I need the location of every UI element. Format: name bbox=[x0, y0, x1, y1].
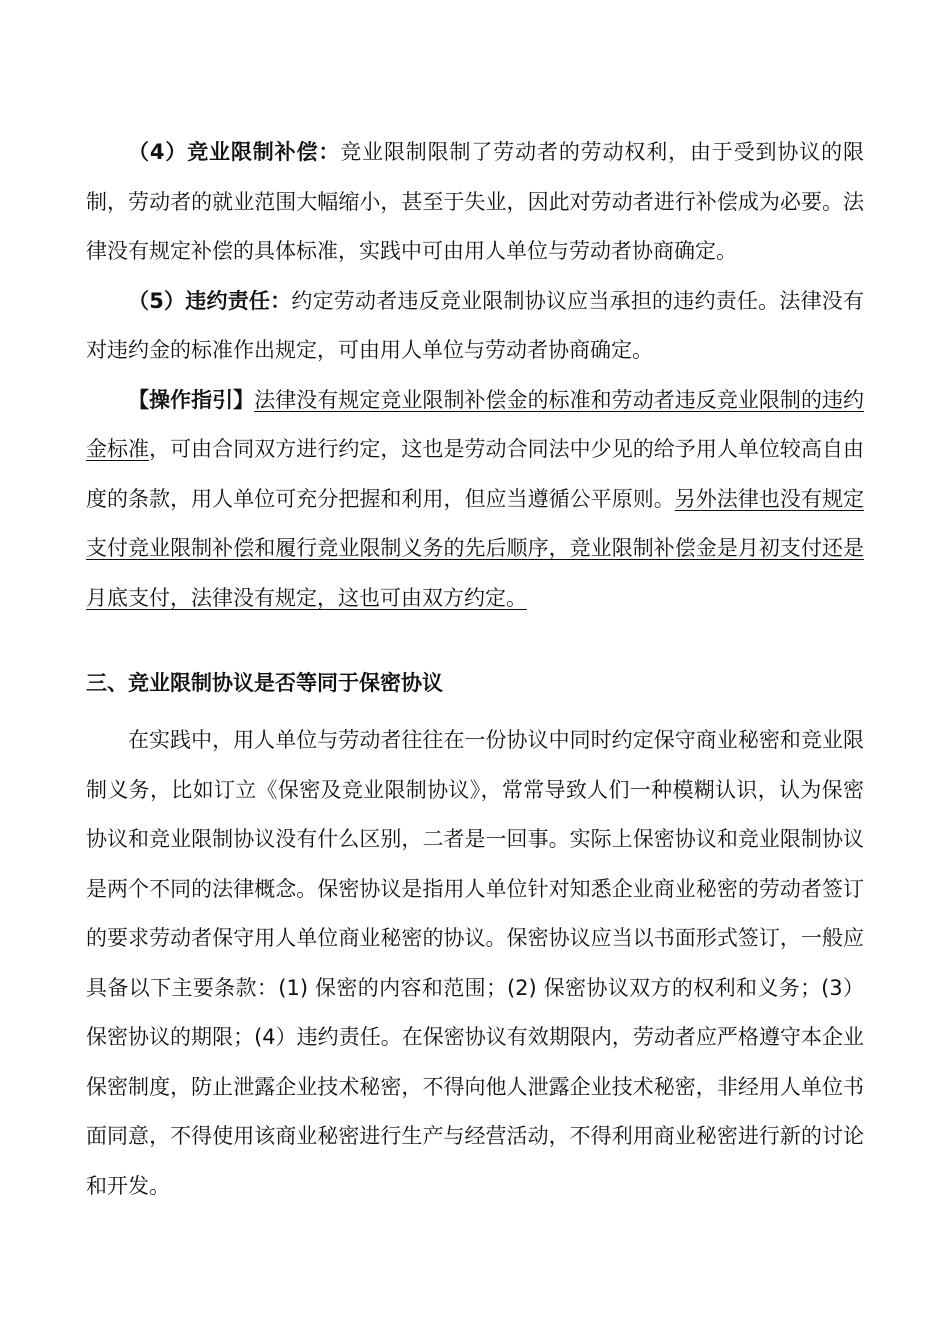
item-5-text: 约定劳动者违反竞业限制协议应当承担的违约责任。法律没有对违约金的标准作出规定，可由用人单位与劳动者协商确定。 bbox=[86, 288, 864, 362]
item-4-label: （4）竞业限制补偿： bbox=[128, 140, 341, 164]
document-page bbox=[86, 128, 864, 1211]
guide-underlined-text-1: 法律没有规定竞业限制补偿金的标准和劳动者违反竞业限制的违约金标准 bbox=[86, 387, 865, 461]
section-three-heading: 三、竞业限制协议是否等同于保密协议 bbox=[86, 671, 443, 695]
item-5-label: （5）违约责任： bbox=[128, 288, 292, 313]
heading-spacer bbox=[86, 703, 864, 716]
guide-underlined-text-2: 另外法律也没有规定支付竞业限制补偿和履行竞业限制义务的先后顺序，竞业限制补偿金是月初支付还是月底支付，法律没有规定，这也可由双方约定。 bbox=[86, 486, 865, 610]
guide-label: 【操作指引】 bbox=[128, 387, 255, 412]
guide-plain-text: ，可由合同双方进行约定，这也是劳动合同法中少见的给予用人单位较高自由度的条款，用人单位可充分把握和利用，但应当遵循公平原则。 bbox=[86, 437, 865, 511]
paragraph-breach-liability bbox=[86, 277, 864, 376]
section-three-body: 在实践中，用人单位与劳动者往往在一份协议中同时约定保守商业秘密和竞业限制义务，比如订立《保密及竞业限制协议》，常常导致人们一种模糊认识，认为保密协议和竞业限制协议没有什么区别，二者是一回事。实际上保密协议和竞业限制协议是两个不同的法律概念。保密协议是指用人单位针对知悉企业商业秘密的劳动者签订的要求劳动者保守用人单位商业秘密的协议。保密协议应当以书面形式签订，一般应具备以下主要条款：(1) 保密的内容和范围；(2) 保密协议双方的权利和义务；(3）保密协议的期限；(4）违约责任。在保密协议有效期限内，劳动者应严格遵守本企业保密制度，防止泄露企业技术秘密，不得向他人泄露企业技术秘密，非经用人单位书面同意，不得使用该商业秘密进行生产与经营活动，不得利用商业秘密进行新的讨论和开发。 bbox=[86, 728, 864, 1198]
item-4-text: 竞业限制限制了劳动者的劳动权利，由于受到协议的限制，劳动者的就业范围大幅缩小，甚至于失业，因此对劳动者进行补偿成为必要。法律没有规定补偿的具体标准，实践中可由用人单位与劳动者协商确定。 bbox=[86, 140, 864, 263]
paragraph-operation-guide bbox=[86, 376, 864, 624]
paragraph-noncompete-compensation bbox=[86, 128, 864, 277]
section-spacer bbox=[86, 623, 864, 663]
